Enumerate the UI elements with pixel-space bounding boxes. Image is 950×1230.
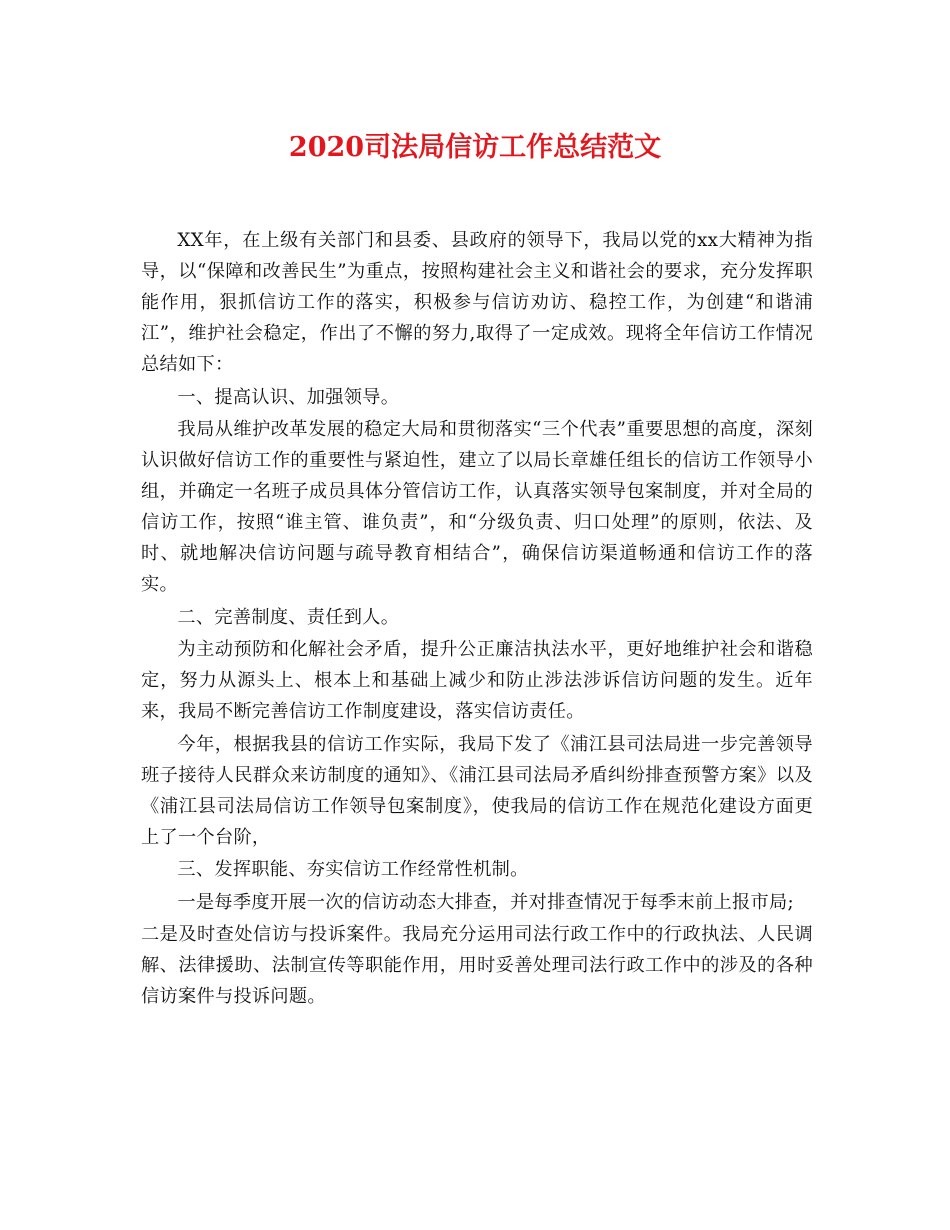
paragraph-section-3b: 二是及时查处信访与投诉案件。我局充分运用司法行政工作中的行政执法、人民调解、法律援助、法制宣传等职能作用，用时妥善处理司法行政工作中的涉及的各种信访案件与投诉问题。 — [141, 924, 813, 1007]
section-heading-1: 一、提高认识、加强领导。 — [177, 386, 400, 408]
paragraph-section-1: 我局从维护改革发展的稳定大局和贯彻落实“三个代表”重要思想的高度，深刻认识做好信访工作的重要性与紧迫性，建立了以局长章雄任组长的信访工作领导小组，并确定一名班子成员具体分管信访工作，认真落实领导包案制度，并对全局的信访工作，按照“谁主管、谁负责”，和“分级负责、归口处理”的原则，依法、及时、就地解决信访问题与疏导教育相结合”，确保信访渠道畅通和信访工作的落实。 — [141, 419, 813, 595]
paragraph-intro: XX年，在上级有关部门和县委、县政府的领导下，我局以党的xx大精神为指导，以“保障和改善民生”为重点，按照构建社会主义和谐社会的要求，充分发挥职能作用，狠抓信访工作的落实，积极参与信访劝访、稳控工作，为创建“和谐浦江”，维护社会稳定，作出了不懈的努力,取得了一定成效。现将全年信访工作情况总结如下： — [141, 230, 813, 375]
paragraph-section-2a: 为主动预防和化解社会矛盾，提升公正廉洁执法水平，更好地维护社会和谐稳定，努力从源头上、根本上和基础上减少和防止涉法涉诉信访问题的发生。近年来，我局不断完善信访工作制度建设，落实信访责任。 — [141, 639, 813, 722]
paragraph-section-3a: 一是每季度开展一次的信访动态大排查，并对排查情况于每季末前上报市局; — [177, 891, 794, 913]
section-heading-2: 二、完善制度、责任到人。 — [177, 606, 400, 628]
paragraph-section-2b: 今年，根据我县的信访工作实际，我局下发了《浦江县司法局进一步完善领导班子接待人民群众来访制度的通知》、《浦江县司法局矛盾纠纷排查预警方案》以及《浦江县司法局信访工作领导包案制度》，使我局的信访工作在规范化建设方面更上了一个台阶， — [141, 733, 813, 848]
document-title: 2020司法局信访工作总结范文 — [288, 132, 662, 163]
section-heading-3: 三、发挥职能、夯实信访工作经常性机制。 — [177, 859, 529, 880]
document-body — [141, 225, 813, 1014]
